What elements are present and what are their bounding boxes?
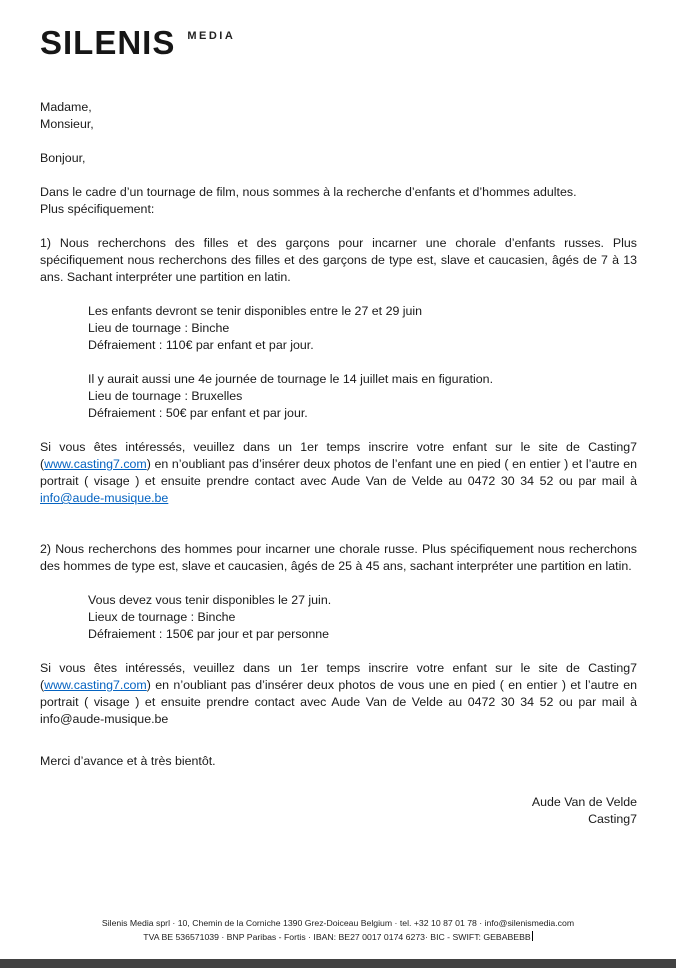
- logo-silenis-text: SILENIS: [40, 24, 176, 61]
- section1-extra-location: Lieu de tournage : Bruxelles: [88, 389, 243, 403]
- greeting: Bonjour,: [40, 151, 86, 165]
- section2-availability: Vous devez vous tenir disponibles le 27 juin.: [88, 593, 332, 607]
- section1-extra-day: Il y aurait aussi une 4e journée de tournage le 14 juillet mais en figuration.: [88, 372, 494, 386]
- casting7-link-2[interactable]: www.casting7.com: [44, 678, 147, 692]
- bottom-page-bar: [0, 959, 676, 968]
- section2-paragraph: 2) Nous recherchons des hommes pour incarner une chorale russe. Plus spécifiquement nous recherchons des hommes de type est, slave et caucasien, âgés de 25 à 45 ans, sachant interpréter une partition en latin.: [40, 542, 637, 573]
- footer-bank-line: [0, 930, 676, 944]
- section1-paragraph: 1) Nous recherchons des filles et des garçons pour incarner une chorale d’enfants russes. Plus spécifiquement nous recherchons des filles et des garçons de type est, slave et caucasien, âgés de 7 à 13 ans. Sachant interpréter une partition en latin.: [40, 236, 637, 284]
- signature-company: Casting7: [588, 812, 637, 826]
- salutation-block: [40, 99, 637, 133]
- logo: [0, 0, 676, 59]
- signature-block: [40, 794, 637, 828]
- casting7-link[interactable]: www.casting7.com: [44, 457, 147, 471]
- section1-contact-text-2: ) en n’oubliant pas d’insérer deux photos de l’enfant une en pied ( en entier ) et l’autre en portrait ( visage ) et ensuite prendre contact avec Aude Van de Velde au 0472 30 34 52 ou par mail à: [40, 457, 637, 488]
- section2-contact-paragraph: [40, 660, 637, 728]
- salutation-monsieur: Monsieur,: [40, 117, 94, 131]
- section1-payment: Défraiement : 110€ par enfant et par jour.: [88, 338, 314, 352]
- section1-extra-payment: Défraiement : 50€ par enfant et par jour.: [88, 406, 308, 420]
- section1-location: Lieu de tournage : Binche: [88, 321, 230, 335]
- section1-contact-paragraph: [40, 439, 637, 507]
- section1-extra-day-block: [40, 371, 637, 422]
- section2-contact-text-2: ) en n’oubliant pas d’insérer deux photos de vous une en pied ( en entier ) et l’autre en portrait ( visage ) et ensuite prendre contact avec Aude Van de Velde au 0472 30 34 52 ou par mail à info@aude-musique.be: [40, 678, 637, 726]
- intro-block: [40, 184, 637, 218]
- email-link[interactable]: info@aude-musique.be: [40, 491, 169, 505]
- section2-contact-text-1: Si vous êtes intéressés, veuillez dans un 1er temps inscrire votre enfant sur le site de Casting7 (: [40, 661, 637, 692]
- intro-line-1: Dans le cadre d’un tournage de film, nous sommes à la recherche d’enfants et d’hommes adultes.: [40, 185, 577, 199]
- section2-schedule-block: [40, 592, 637, 643]
- section2-location: Lieux de tournage : Binche: [88, 610, 236, 624]
- footer-bank-text: TVA BE 536571039 · BNP Paribas - Fortis · IBAN: BE27 0017 0174 6273· BIC - SWIFT: GEBABEBB: [143, 932, 531, 942]
- page-footer: [0, 916, 676, 944]
- logo-media-text: MEDIA: [187, 30, 236, 42]
- footer-address-line: Silenis Media sprl · 10, Chemin de la Corniche 1390 Grez-Doiceau Belgium · tel. +32 10 87 01 78 · info@silenismedia.com: [101, 918, 575, 928]
- salutation-madame: Madame,: [40, 100, 92, 114]
- section1-contact-text-1: Si vous êtes intéressés, veuillez dans un 1er temps inscrire votre enfant sur le site de Casting7 (: [40, 440, 637, 471]
- closing-line: Merci d’avance et à très bientôt.: [40, 754, 216, 768]
- section1-schedule-block: [40, 303, 637, 354]
- intro-line-2: Plus spécifiquement:: [40, 202, 155, 216]
- signature-name: Aude Van de Velde: [531, 795, 637, 809]
- section1-availability: Les enfants devront se tenir disponibles entre le 27 et 29 juin: [88, 304, 423, 318]
- letter-body: [0, 59, 676, 828]
- section2-payment: Défraiement : 150€ par jour et par personne: [88, 627, 330, 641]
- text-cursor: [532, 931, 533, 941]
